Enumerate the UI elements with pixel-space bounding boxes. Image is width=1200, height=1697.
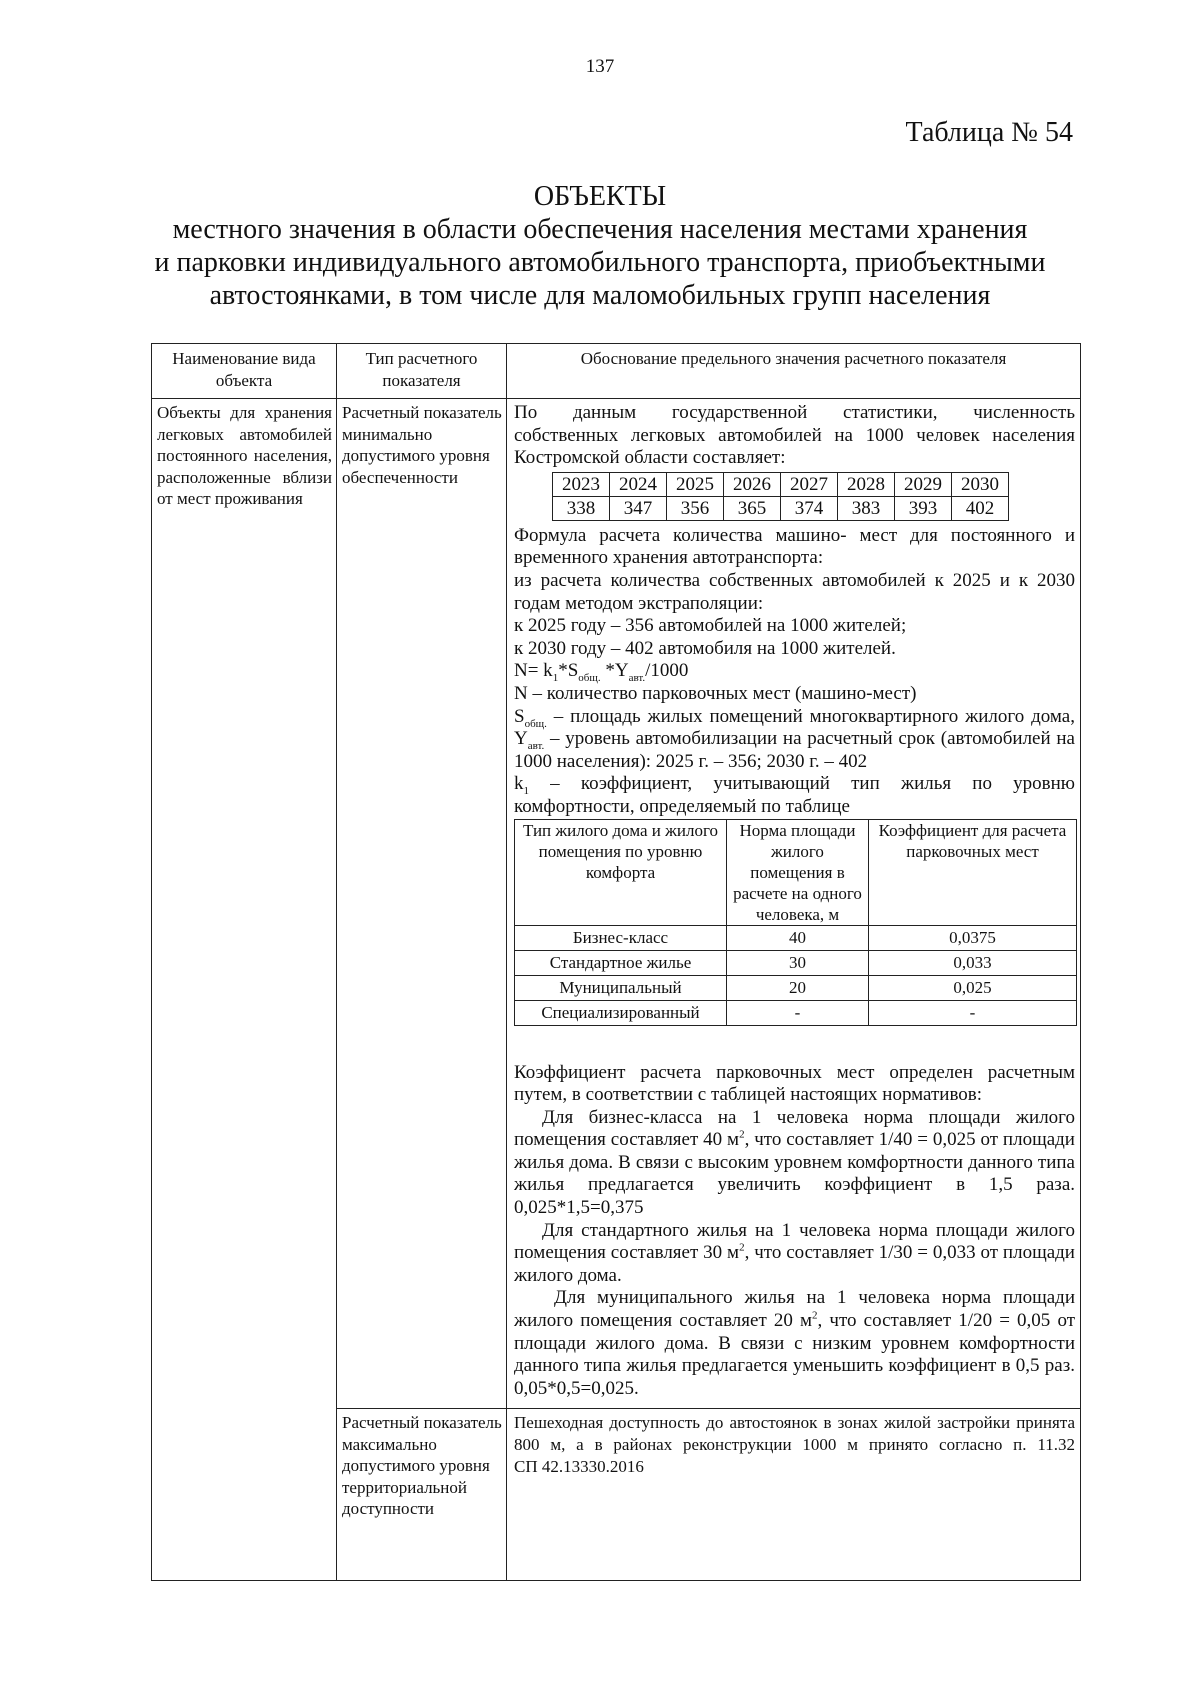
- count-cell: 402: [952, 496, 1009, 520]
- coef-cell: 0,0375: [869, 925, 1077, 950]
- intro-line-1: По данным государственной статистики, численность: [514, 402, 1075, 423]
- coef-cell: Муниципальный: [515, 975, 727, 1000]
- table-row: [515, 1000, 1077, 1025]
- header-justification: Обоснование предельного значения расчетного показателя: [507, 344, 1081, 399]
- year-cell: 2024: [610, 472, 667, 496]
- header-row: [152, 344, 1081, 399]
- coef-cell: 0,033: [869, 950, 1077, 975]
- coef-cell: -: [727, 1000, 869, 1025]
- object-type-cell: Объекты для хранения легковых автомобилей постоянного населения, расположенные вблизи от мест проживания: [152, 399, 337, 1581]
- year-cell: 2026: [724, 472, 781, 496]
- table-row: [515, 975, 1077, 1000]
- count-cell: 383: [838, 496, 895, 520]
- count-cell: 347: [610, 496, 667, 520]
- year-cell: 2023: [553, 472, 610, 496]
- coefficient-table: [514, 819, 1077, 1026]
- count-cell: 393: [895, 496, 952, 520]
- coef-cell: Специализированный: [515, 1000, 727, 1025]
- page-number: 137: [585, 56, 615, 77]
- header-indicator-type: Тип расчетного показателя: [337, 344, 507, 399]
- coefficient-note: Коэффициент расчета парковочных мест определен расчетным путем, в соответствии с таблицей настоящих нормативов:: [514, 1061, 1075, 1106]
- year-cell: 2029: [895, 472, 952, 496]
- title-line-2: и парковки индивидуального автомобильного транспорта, приобъектными: [154, 247, 1046, 278]
- year-cell: 2030: [952, 472, 1009, 496]
- indicator-cell: Расчетный показатель минимально допустимого уровня обеспеченности: [337, 399, 507, 1409]
- forecast-2030: к 2030 году – 402 автомобиля на 1000 жителей.: [514, 637, 896, 659]
- regulation-reference: СП 42.13330.2016: [514, 1457, 644, 1477]
- justification-cell: [507, 399, 1081, 1409]
- extrapolation-text: из расчета количества собственных автомобилей к 2025 и к 2030 годам методом экстраполяции:: [514, 569, 1075, 614]
- coef-cell: 20: [727, 975, 869, 1000]
- header-object-type: Наименование вида объекта: [152, 344, 337, 399]
- coef-cell: -: [869, 1000, 1077, 1025]
- years-row: [553, 472, 1009, 496]
- intro-line-2: собственных легковых автомобилей на 1000 человек населения: [514, 424, 1075, 446]
- document-title: [100, 180, 1100, 312]
- n-definition: N – количество парковочных мест (машино-мест): [514, 682, 917, 704]
- forecast-2025: к 2025 году – 356 автомобилей на 1000 жителей;: [514, 615, 907, 637]
- coef-cell: Бизнес-класс: [515, 925, 727, 950]
- coef-header-type: Тип жилого дома и жилого помещения по уровню комфорта: [515, 819, 727, 925]
- count-cell: 374: [781, 496, 838, 520]
- year-cell: 2027: [781, 472, 838, 496]
- title-line-3: автостоянками, в том числе для маломобильных групп населения: [209, 280, 991, 311]
- title-line-1: местного значения в области обеспечения населения местами хранения: [172, 214, 1028, 245]
- table-row: [515, 950, 1077, 975]
- business-class-paragraph: Для бизнес-класса на 1 человека норма площади жилого помещения составляет 40 $м^2$, что составляет 1/40 = 0,025 от площади жилья дома. В связи с высоким уровнем комфортности данного типа жилья предлагается увеличить коэффициент в 1,5 раза. 0,025*1,5=0,375: [514, 1106, 1075, 1219]
- intro-line-3: Костромской области составляет:: [514, 447, 786, 469]
- title-main: ОБЪЕКТЫ: [533, 181, 667, 212]
- year-cell: 2028: [838, 472, 895, 496]
- table-label: Таблица № 54: [905, 117, 1073, 148]
- coef-header-row: [515, 819, 1077, 925]
- main-table: [151, 343, 1081, 1581]
- justification-cell: [507, 1409, 1081, 1581]
- car-ownership-table: [552, 472, 1009, 521]
- count-cell: 356: [667, 496, 724, 520]
- year-cell: 2025: [667, 472, 724, 496]
- standard-housing-paragraph: Для стандартного жилья на 1 человека норма площади жилого помещения составляет 30 $м^2$, что составляет 1/30 = 0,033 от площади жилого дома.: [514, 1219, 1075, 1286]
- coef-cell: 30: [727, 950, 869, 975]
- coef-cell: Стандартное жилье: [515, 950, 727, 975]
- table-row: [515, 925, 1077, 950]
- formula-title: Формула расчета количества машино- мест для постоянного и временного хранения автотранспорта:: [514, 524, 1075, 569]
- formula: $N= k_1*S_{общ.}$ $*Y_{авт.}/1000$: [514, 660, 689, 685]
- coef-header-coefficient: Коэффициент для расчета парковочных мест: [869, 819, 1077, 925]
- count-cell: 365: [724, 496, 781, 520]
- coef-header-norm: Норма площади жилого помещения в расчете на одного человека, м: [727, 819, 869, 925]
- coef-cell: 40: [727, 925, 869, 950]
- coef-cell: 0,025: [869, 975, 1077, 1000]
- count-cell: 338: [553, 496, 610, 520]
- counts-row: [553, 496, 1009, 520]
- s-definition: $S_{общ.}$ – площадь жилых помещений многоквартирного жилого дома, $Y_{авт.}$ – уровень автомобилизации на расчетный срок (автомобилей на 1000 населения): 2025 г. – 356; 2030 г. – 402: [514, 705, 1075, 772]
- k-definition: $k_1$ – коэффициент, учитывающий тип жилья по уровню комфортности, определяемый по таблице: [514, 773, 1075, 817]
- municipal-housing-paragraph: Для муниципального жилья на 1 человека норма площади жилого помещения составляет 20 $м^2$, что составляет 1/20 = 0,05 от площади жилого дома. В связи с низким уровнем комфортности данного типа жилья предлагается уменьшить коэффициент в 0,5 раз. 0,05*0,5=0,025.: [514, 1287, 1075, 1399]
- table-row: [152, 399, 1081, 1409]
- indicator-cell: Расчетный показатель максимально допустимого уровня территориальной доступности: [337, 1409, 507, 1581]
- accessibility-text: Пешеходная доступность до автостоянок в зонах жилой застройки принята 800 м, а в районах реконструкции 1000 м принято согласно п. 11.32: [514, 1413, 1075, 1455]
